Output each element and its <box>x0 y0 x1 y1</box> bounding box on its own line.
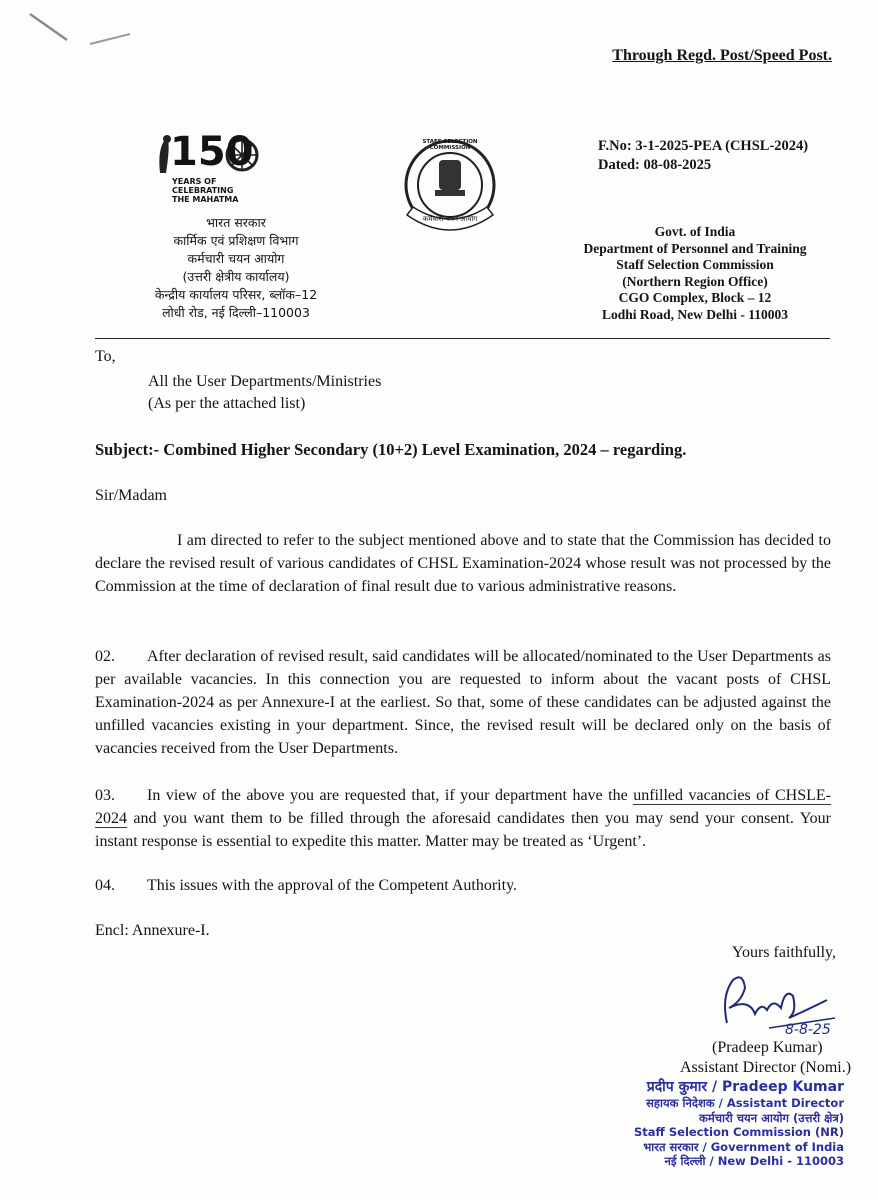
logo-line-3: THE MAHATMA <box>172 195 239 204</box>
paragraph-3-text-c: and you want them to be filled through the aforesaid candidates then you may send your consent. Your instant response is essential to expedite this matter. Matter may be treated as ‘Urgent’. <box>95 810 831 850</box>
paragraph-3-number: 03. <box>95 787 115 804</box>
paragraph-4 <box>95 877 831 895</box>
salutation: Sir/Madam <box>95 487 167 504</box>
logo-line-1: YEARS OF <box>172 177 217 186</box>
paragraph-2 <box>95 645 831 760</box>
staple-mark <box>22 6 142 46</box>
emblem-top-text: STAFF SELECTION COMMISSION <box>422 139 478 151</box>
stamp-line: भारत सरकार / Government of India <box>643 1139 844 1154</box>
hindi-address-line: कर्मचारी चयन आयोग <box>187 251 285 266</box>
paragraph-4-text: This issues with the approval of the Competent Authority. <box>147 877 518 894</box>
stamp-line: प्रदीप कुमार / Pradeep Kumar <box>646 1079 844 1095</box>
english-address-line: Department of Personnel and Training <box>583 240 807 256</box>
paragraph-3 <box>95 784 831 853</box>
stamp-line: सहायक निदेशक / Assistant Director <box>646 1096 844 1110</box>
hindi-address-line: लोधी रोड, नई दिल्ली–110003 <box>162 305 310 320</box>
signatory-name: (Pradeep Kumar) <box>712 1039 823 1056</box>
paragraph-3-text-a: In view of the above you are requested that, if your department have the <box>147 787 634 804</box>
paragraph-2-number: 02. <box>95 648 115 665</box>
logo-number: 150 <box>170 129 254 175</box>
dispatch-mode: Through Regd. Post/Speed Post. <box>612 47 832 64</box>
english-address-line: (Northern Region Office) <box>622 273 768 289</box>
handwritten-signature <box>715 968 845 1040</box>
emblem-bottom-text: कर्मचारी चयन आयोग <box>422 215 478 223</box>
stamp-line: कर्मचारी चयन आयोग (उत्तरी क्षेत्र) <box>699 1110 844 1125</box>
logo-line-2: CELEBRATING <box>172 186 234 195</box>
hindi-address-line: (उत्तरी क्षेत्रीय कार्यालय) <box>182 269 290 284</box>
paragraph-4-number: 04. <box>95 877 115 894</box>
hindi-address-block <box>136 214 336 322</box>
recipient-block <box>148 371 381 415</box>
hindi-address-line: भारत सरकार <box>206 215 266 230</box>
paragraph-1: I am directed to refer to the subject mentioned above and to state that the Commission has decided to declare the revised result of various candidates of CHSL Examination-2024 whose result was not processed by the Commission at the time of declaration of final result due to various administrative reasons. <box>95 532 831 595</box>
recipient-line-2: (As per the attached list) <box>148 395 306 412</box>
official-stamp <box>574 1078 844 1169</box>
stamp-line: Staff Selection Commission (NR) <box>634 1125 844 1139</box>
stamp-line: नई दिल्ली / New Delhi - 110003 <box>664 1154 844 1168</box>
gandhi-150-logo <box>148 129 268 208</box>
file-ref-block <box>598 137 808 175</box>
hindi-address-line: केन्द्रीय कार्यालय परिसर, ब्लॉक–12 <box>154 287 318 302</box>
signatory-designation: Assistant Director (Nomi.) <box>680 1059 852 1076</box>
svg-text:8-8-25: 8-8-25 <box>785 1022 831 1038</box>
english-address-line: Staff Selection Commission <box>616 257 774 272</box>
recipient-line-1: All the User Departments/Ministries <box>148 373 382 390</box>
header-divider <box>95 338 830 339</box>
closing-line: Yours faithfully, <box>732 944 837 961</box>
english-address-line: Lodhi Road, New Delhi - 110003 <box>601 306 789 322</box>
ssc-emblem <box>395 135 505 240</box>
enclosure-note: Encl: Annexure-I. <box>95 922 210 939</box>
english-address-line: CGO Complex, Block – 12 <box>618 290 772 305</box>
to-label: To, <box>95 348 116 365</box>
subject-line: Subject:- Combined Higher Secondary (10+2) Level Examination, 2024 – regarding. <box>95 440 687 459</box>
english-address-line: Govt. of India <box>654 224 736 239</box>
hindi-address-line: कार्मिक एवं प्रशिक्षण विभाग <box>173 233 299 248</box>
file-number: F.No: 3-1-2025-PEA (CHSL-2024) <box>598 138 809 154</box>
paragraph-3-highlight: unfilled vacancies of CHSLE-2024 <box>95 787 832 827</box>
letter-date: Dated: 08-08-2025 <box>598 157 712 173</box>
paragraph-2-text: After declaration of revised result, said candidates will be allocated/nominated to the User Departments as per available vacancies. In this connection you are requested to inform about the vacant posts of CHSL Examination-2024 as per Annexure-I at the earliest. So that, some of these candidates can be adjusted against the unfilled vacancies existing in your department. Since, the revised result will be declared only on the basis of vacancies received from the User Departments. <box>95 648 831 757</box>
english-address-block <box>560 224 830 323</box>
